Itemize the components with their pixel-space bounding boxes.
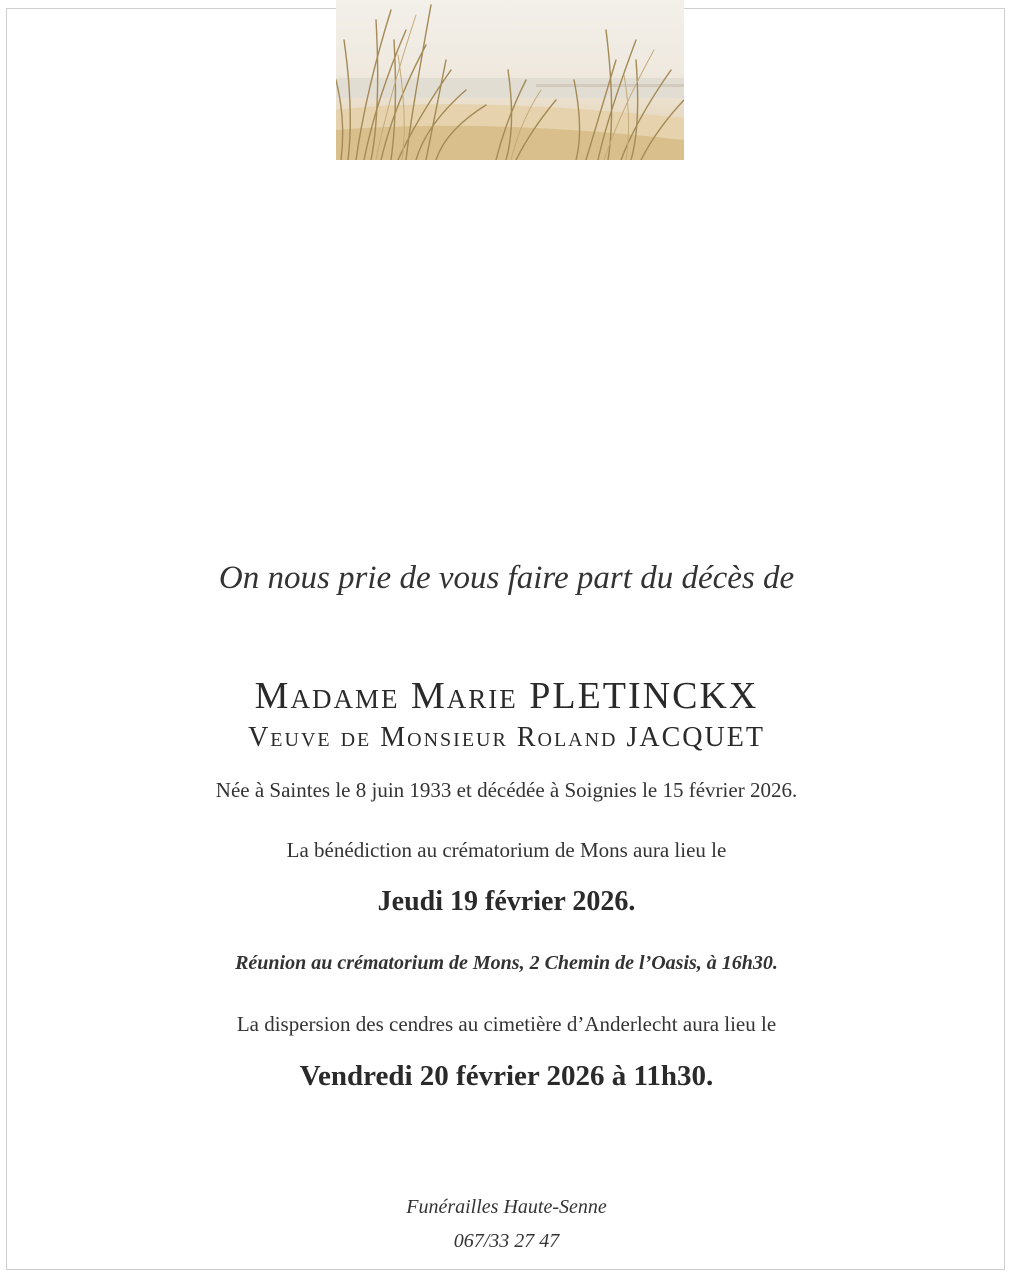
benediction-intro: La bénédiction au crématorium de Mons aura lieu le (286, 838, 727, 862)
funeral-home-phone: 067/33 27 47 (453, 1230, 560, 1252)
beach-dune-grass-photo (336, 0, 684, 160)
spouse-line: Veuve de Monsieur Roland JACQUET (248, 722, 765, 753)
reunion-line: Réunion au crématorium de Mons, 2 Chemin de l’Oasis, à 16h30. (235, 952, 778, 974)
birth-death-line: Née à Saintes le 8 juin 1933 et décédée à Soignies le 15 février 2026. (215, 778, 798, 802)
dispersion-date: Vendredi 20 février 2026 à 11h30. (299, 1060, 714, 1092)
funeral-home-name: Funérailles Haute-Senne (406, 1196, 607, 1218)
dispersion-intro: La dispersion des cendres au cimetière d’Anderlecht aura lieu le (236, 1012, 777, 1036)
deceased-name: Madame Marie PLETINCKX (254, 675, 759, 717)
notice-intro: On nous prie de vous faire part du décès de (218, 560, 795, 596)
benediction-date: Jeudi 19 février 2026. (377, 886, 636, 917)
